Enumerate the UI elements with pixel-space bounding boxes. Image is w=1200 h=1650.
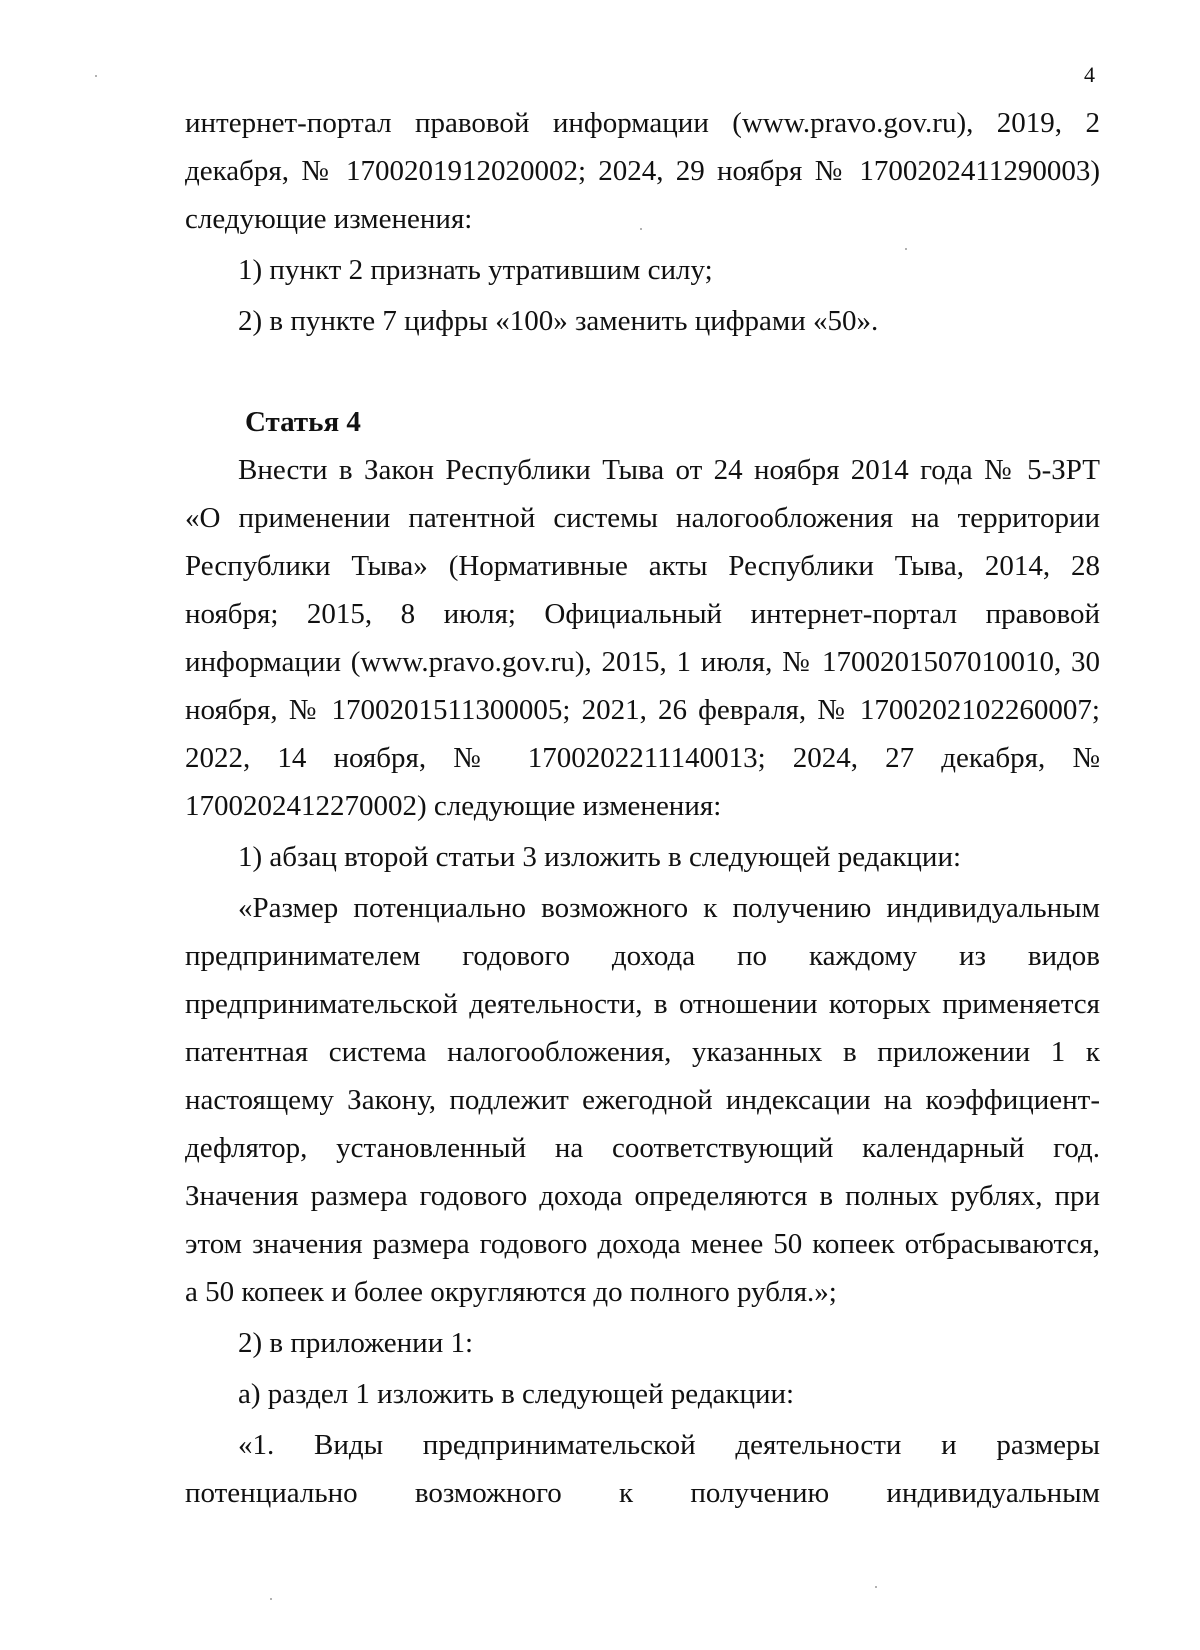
quote-line: настоящему Закону, подлежит ежегодной индексации на коэффициент- — [185, 1084, 1100, 1116]
paragraph-line: ноября, № 1700201511300005; 2021, 26 февраля, № 1700202102260007; — [185, 694, 1100, 726]
quote-line: предпринимательской деятельности, в отношении которых применяется — [185, 988, 1100, 1020]
list-item: 1) абзац второй статьи 3 изложить в следующей редакции: — [238, 841, 962, 873]
scan-speck — [905, 248, 907, 250]
scan-speck — [875, 1586, 877, 1588]
list-item: 2) в приложении 1: — [238, 1327, 474, 1359]
scan-speck — [95, 75, 97, 77]
list-item: а) раздел 1 изложить в следующей редакции: — [238, 1378, 795, 1410]
list-item: 1) пункт 2 признать утратившим силу; — [238, 254, 713, 286]
quote-line: Значения размера годового дохода определяются в полных рублях, при — [185, 1180, 1100, 1212]
paragraph-line: «О применении патентной системы налогообложения на территории — [185, 502, 1100, 534]
paragraph-line: 1700202412270002) следующие изменения: — [185, 790, 722, 822]
quote-line: этом значения размера годового дохода менее 50 копеек отбрасываются, — [185, 1228, 1100, 1260]
scan-speck — [270, 1598, 272, 1600]
paragraph-line: следующие изменения: — [185, 203, 473, 235]
paragraph-line: 2022, 14 ноября, № 1700202211140013; 2024, 27 декабря, № — [185, 742, 1100, 774]
quote-line: патентная система налогообложения, указанных в приложении 1 к — [185, 1036, 1100, 1068]
paragraph-line: потенциально возможного к получению индивидуальным — [185, 1477, 1100, 1509]
quote-line: предпринимателем годового дохода по каждому из видов — [185, 940, 1100, 972]
paragraph-line: Республики Тыва» (Нормативные акты Республики Тыва, 2014, 28 — [185, 550, 1100, 582]
scan-speck — [640, 228, 642, 230]
page-number: 4 — [1084, 62, 1095, 87]
paragraph-line: декабря, № 1700201912020002; 2024, 29 ноября № 1700202411290003) — [185, 155, 1100, 187]
paragraph-line: «1. Виды предпринимательской деятельности и размеры — [238, 1429, 1100, 1461]
paragraph-line: интернет-портал правовой информации (www.pravo.gov.ru), 2019, 2 — [185, 107, 1100, 139]
quote-line: а 50 копеек и более округляются до полного рубля.»; — [185, 1276, 837, 1308]
quote-line: «Размер потенциально возможного к получению индивидуальным — [238, 892, 1100, 924]
paragraph-line: ноября; 2015, 8 июля; Официальный интернет-портал правовой — [185, 598, 1100, 630]
paragraph-line: Внести в Закон Республики Тыва от 24 ноября 2014 года № 5-ЗРТ — [238, 454, 1100, 486]
paragraph-line: информации (www.pravo.gov.ru), 2015, 1 июля, № 1700201507010010, 30 — [185, 646, 1100, 678]
quote-line: дефлятор, установленный на соответствующий календарный год. — [185, 1132, 1100, 1164]
list-item: 2) в пункте 7 цифры «100» заменить цифрами «50». — [238, 305, 879, 337]
article-heading: Статья 4 — [245, 406, 361, 438]
